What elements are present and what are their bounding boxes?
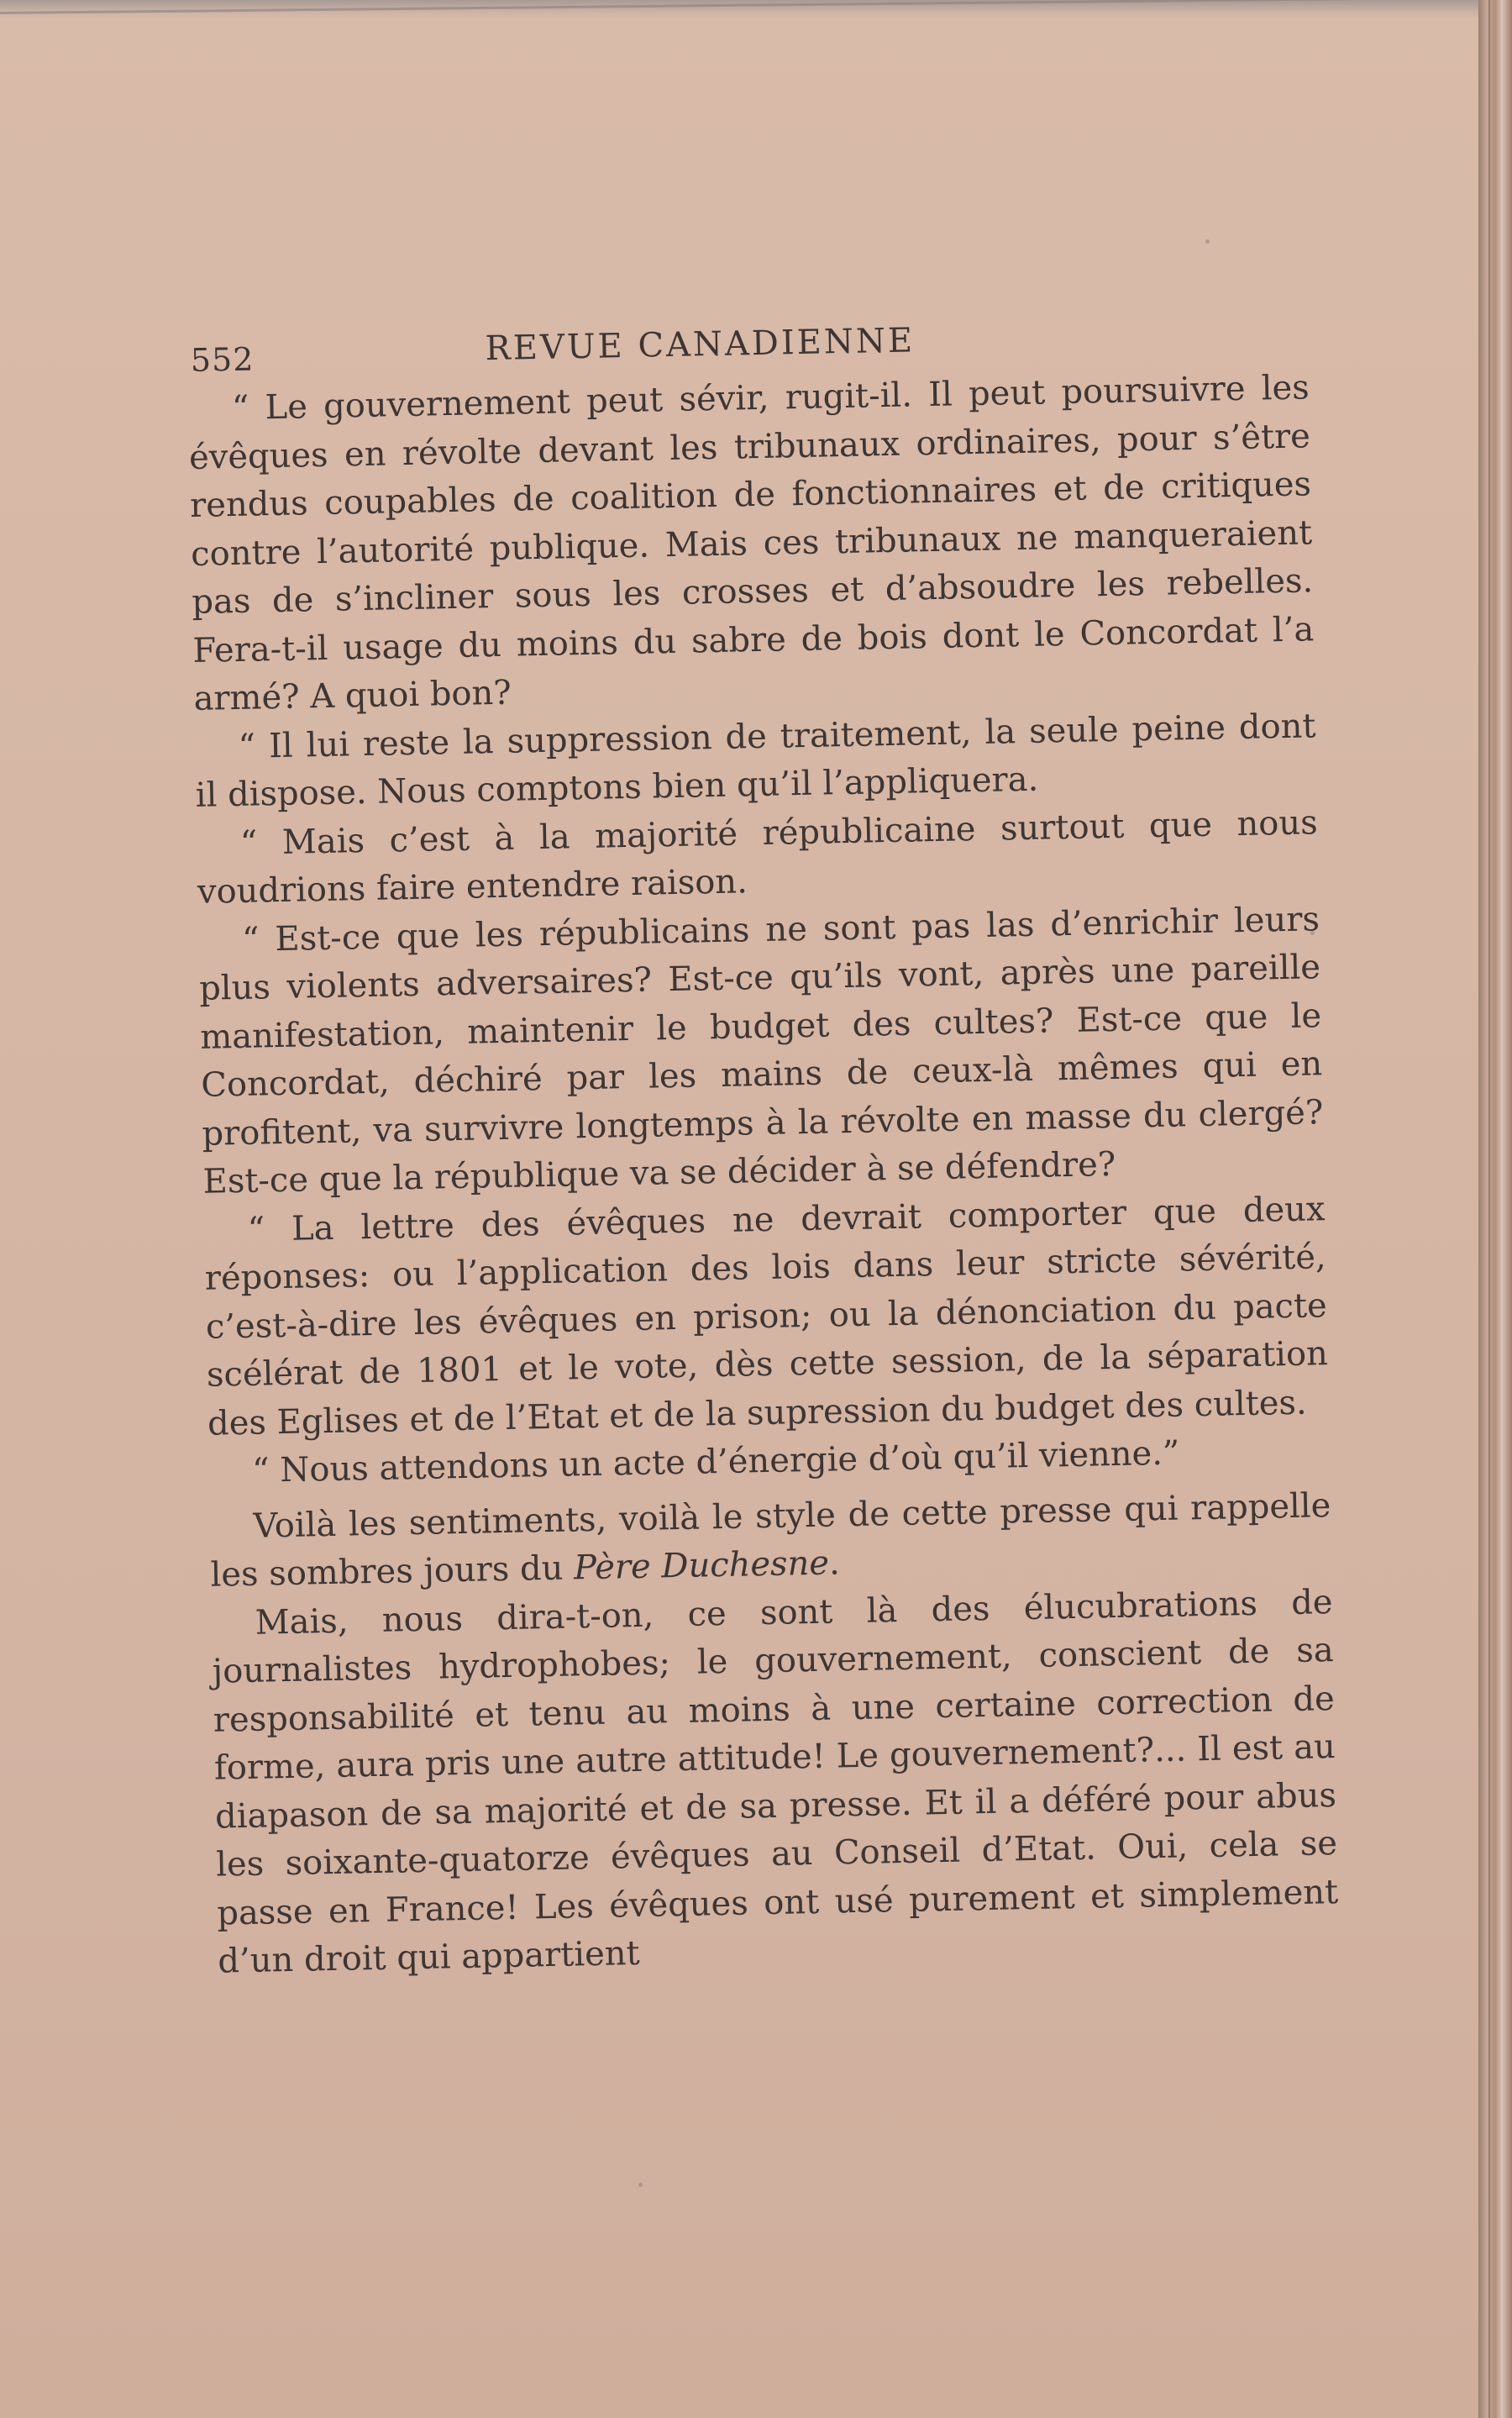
paragraph-7-end: . [828, 1543, 841, 1583]
paragraph-4: “ Est-ce que les républicains ne sont pas las d’enrichir leurs plus violents adversaires? Est-ce qu’ils vont, après une pareille manifestation, maintenir le budget des cultes? Est-ce que le Concordat, déchiré par les mains de ceux-là mêmes qui en profitent, va survivre longtemps à la révolte en masse du clergé? Est-ce que la république va se décider à se défendre? [198, 899, 1324, 1201]
book-spine-edge [1478, 0, 1512, 2418]
paragraph-8: Mais, nous dira-t-on, ce sont là des élucubrations de journalistes hydrophobes; le gouvernement, conscient de sa responsabilité et tenu au moins à une certaine correction de forme, aura pris une autre attitude! Le gouvernement?... Il est au diapason de sa majorité et de sa presse. Et il a déféré pour abus les soixante-quatorze évêques au Conseil d’Etat. Oui, cela se passe en France! Les évêques ont usé purement et simplement d’un droit qui appartient [212, 1582, 1339, 1981]
paragraph-3: “ Mais c’est à la majorité républicaine surtout que nous voudrions faire entendre raison. [197, 802, 1319, 912]
paragraph-7-italic-title: Père Duchesne [573, 1543, 830, 1588]
paragraph-7-text: Voilà les sentiments, voilà le style de cette presse qui rappelle les sombres jours du [210, 1485, 1331, 1595]
paper-speck [638, 2183, 643, 2187]
paragraph-2: “ Il lui reste la suppression de traitement, la seule peine dont il dispose. Nous comptons bien qu’il l’appliquera. [195, 706, 1316, 815]
paragraph-6: “ Nous attendons un acte d’énergie d’où qu’il vienne.” [251, 1433, 1180, 1490]
spine-fold-line [1488, 0, 1490, 2418]
paper-speck [1205, 239, 1210, 244]
page-number: 552 [190, 340, 255, 379]
page-header [186, 302, 1309, 379]
page-text-block [186, 302, 1340, 1986]
paragraph-1: “ Le gouvernement peut sévir, rugit-il. Il peut poursuivre les évêques en révolte devant les tribunaux ordinaires, pour s’être rendus coupables de coalition de fonctionnaires et de critiques contre l’autorité publique. Mais ces tribunaux ne manqueraient pas de s’incliner sous les crosses et d’absoudre les rebelles. Fera-t-il usage du moins du sabre de bois dont le Concordat l’a armé? A quoi bon? [188, 368, 1315, 718]
paragraph-5: “ La lettre des évêques ne devrait comporter que deux réponses: ou l’application des lois dans leur stricte sévérité, c’est-à-dire les évêques en prison; ou la dénonciation du pacte scélérat de 1801 et le vote, dès cette session, de la séparation des Eglises et de l’Etat et de la supression du budget des cultes. [204, 1189, 1329, 1443]
running-title: REVUE CANADIENNE [485, 321, 916, 369]
